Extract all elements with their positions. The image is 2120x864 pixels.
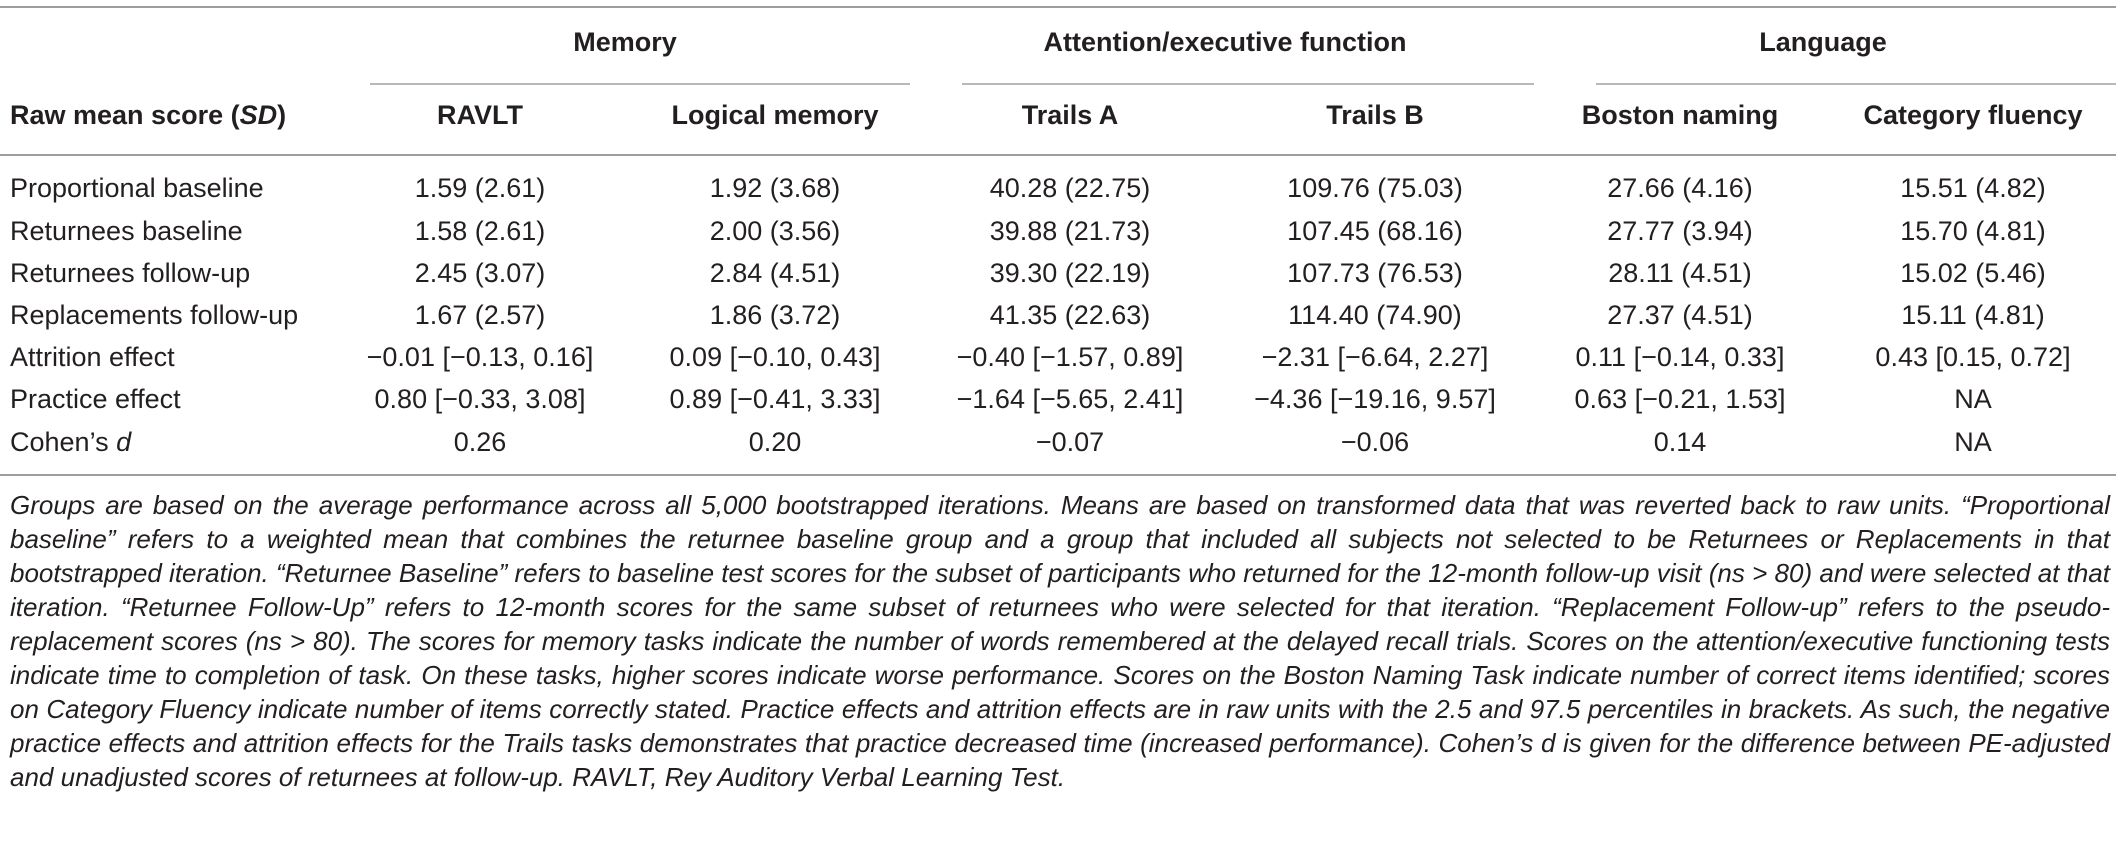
group-header-row	[0, 7, 2116, 76]
group-language: Language	[1759, 26, 1887, 57]
col-logical-memory: Logical memory	[630, 76, 920, 155]
table-cell: NA	[1954, 383, 1992, 414]
table-cell: 27.37 (4.51)	[1607, 299, 1753, 330]
table-cell: 2.84 (4.51)	[709, 257, 841, 288]
row-label: Returnees baseline	[10, 215, 243, 246]
table-cell: NA	[1830, 420, 2116, 475]
table-cell: 107.45 (68.16)	[1287, 215, 1463, 246]
table-cell: 0.80 [−0.33, 3.08]	[374, 383, 586, 414]
table-cell: −4.36 [−19.16, 9.57]	[1254, 383, 1496, 414]
table-cell: −2.31 [−6.64, 2.27]	[1261, 341, 1489, 372]
table-cell: 0.43 [0.15, 0.72]	[1875, 341, 2071, 372]
table-cell: 39.30 (22.19)	[989, 257, 1151, 288]
table-cell: 109.76 (75.03)	[1287, 172, 1463, 203]
table-cell: 27.77 (3.94)	[1607, 215, 1753, 246]
table-cell: −0.40 [−1.57, 0.89]	[956, 341, 1184, 372]
table-cell: 0.11 [−0.14, 0.33]	[1575, 341, 1785, 372]
table-cell: 1.67 (2.57)	[414, 299, 546, 330]
table-cell: 0.09 [−0.10, 0.43]	[669, 341, 881, 372]
table-cell: 40.28 (22.75)	[989, 172, 1151, 203]
table-cell: −0.01 [−0.13, 0.16]	[366, 341, 594, 372]
table-cell: 0.20	[630, 420, 920, 475]
row-label: Replacements follow-up	[10, 299, 299, 330]
group-memory: Memory	[573, 26, 677, 57]
table-cell: 0.63 [−0.21, 1.53]	[1574, 383, 1786, 414]
table-cell: −1.64 [−5.65, 2.41]	[956, 383, 1184, 414]
col-category-fluency: Category fluency	[1830, 76, 2116, 155]
col-trails-a: Trails A	[920, 76, 1220, 155]
table-cell: 27.66 (4.16)	[1607, 172, 1753, 203]
row-label: Practice effect	[10, 383, 181, 414]
table-cell: 1.59 (2.61)	[414, 172, 546, 203]
stub-header: Raw mean score (SD)	[0, 76, 330, 155]
table-row	[0, 210, 2116, 252]
table-cell: 28.11 (4.51)	[1608, 257, 1752, 288]
table-cell: 39.88 (21.73)	[989, 215, 1151, 246]
group-rule-attention	[962, 83, 1534, 85]
table-row	[0, 294, 2116, 336]
table-cell: 1.86 (3.72)	[709, 299, 841, 330]
col-trails-b: Trails B	[1220, 76, 1530, 155]
col-ravlt: RAVLT	[330, 76, 630, 155]
table-row	[0, 420, 2116, 475]
table-cell: 15.51 (4.82)	[1900, 172, 2046, 203]
stub-group-cell	[0, 7, 330, 76]
row-label: Returnees follow-up	[10, 257, 251, 288]
table-cell: −0.07	[920, 420, 1220, 475]
table-cell: 114.40 (74.90)	[1288, 299, 1462, 330]
table-cell: 15.70 (4.81)	[1900, 215, 2046, 246]
table-row	[0, 252, 2116, 294]
table-cell: 107.73 (76.53)	[1287, 257, 1463, 288]
table-cell: 0.89 [−0.41, 3.33]	[669, 383, 881, 414]
row-label: Cohen’s d	[0, 420, 330, 475]
table-cell: 15.11 (4.81)	[1901, 299, 2045, 330]
results-table	[0, 6, 2116, 476]
table-cell: 41.35 (22.63)	[989, 299, 1151, 330]
row-label: Attrition effect	[10, 341, 175, 372]
table-cell: 15.02 (5.46)	[1900, 257, 2046, 288]
table-cell: 2.45 (3.07)	[414, 257, 546, 288]
row-label: Proportional baseline	[10, 172, 264, 203]
column-header-row	[0, 76, 2116, 155]
table-cell: 0.26	[330, 420, 630, 475]
col-boston-naming: Boston naming	[1530, 76, 1830, 155]
table-cell: −0.06	[1220, 420, 1530, 475]
group-rule-language	[1596, 83, 2116, 85]
table-cell: 1.92 (3.68)	[709, 172, 841, 203]
table-row	[0, 336, 2116, 378]
table-footnote: Groups are based on the average performance across all 5,000 bootstrapped iterations. Means are based on transformed data that was reverted back to raw units. “Proportional baseline” refers to a weighted mean that combines the returnee baseline group and a group that included all subjects not selected to be Returnees or Replacements in that bootstrapped iteration. “Returnee Baseline” refers to baseline test scores for the subset of participants who returned for the 12-month follow-up visit (ns > 80) and were selected at that iteration. “Returnee Follow-Up” refers to 12-month scores for the same subset of returnees who were selected for that iteration. “Replacement Follow-up” refers to the pseudo-replacement scores (ns > 80). The scores for memory tasks indicate the number of words remembered at the delayed recall trials. Scores on the attention/executive functioning tests indicate time to completion of task. On these tasks, higher scores indicate worse performance. Scores on the Boston Naming Task indicate number of correct items identified; scores on Category Fluency indicate number of items correctly stated. Practice effects and attrition effects are in raw units with the 2.5 and 97.5 percentiles in brackets. As such, the negative practice effects and attrition effects for the Trails tasks demonstrates that practice decreased time (increased performance). Cohen’s d is given for the difference between PE-adjusted and unadjusted scores of returnees at follow-up. RAVLT, Rey Auditory Verbal Learning Test.	[10, 490, 2110, 792]
table-cell: 0.14	[1530, 420, 1830, 475]
group-attention-executive: Attention/executive function	[1043, 26, 1407, 57]
table-cell: 1.58 (2.61)	[414, 215, 546, 246]
table-row	[0, 378, 2116, 420]
table-cell: 2.00 (3.56)	[709, 215, 841, 246]
table-row	[0, 155, 2116, 210]
group-rule-memory	[370, 83, 910, 85]
